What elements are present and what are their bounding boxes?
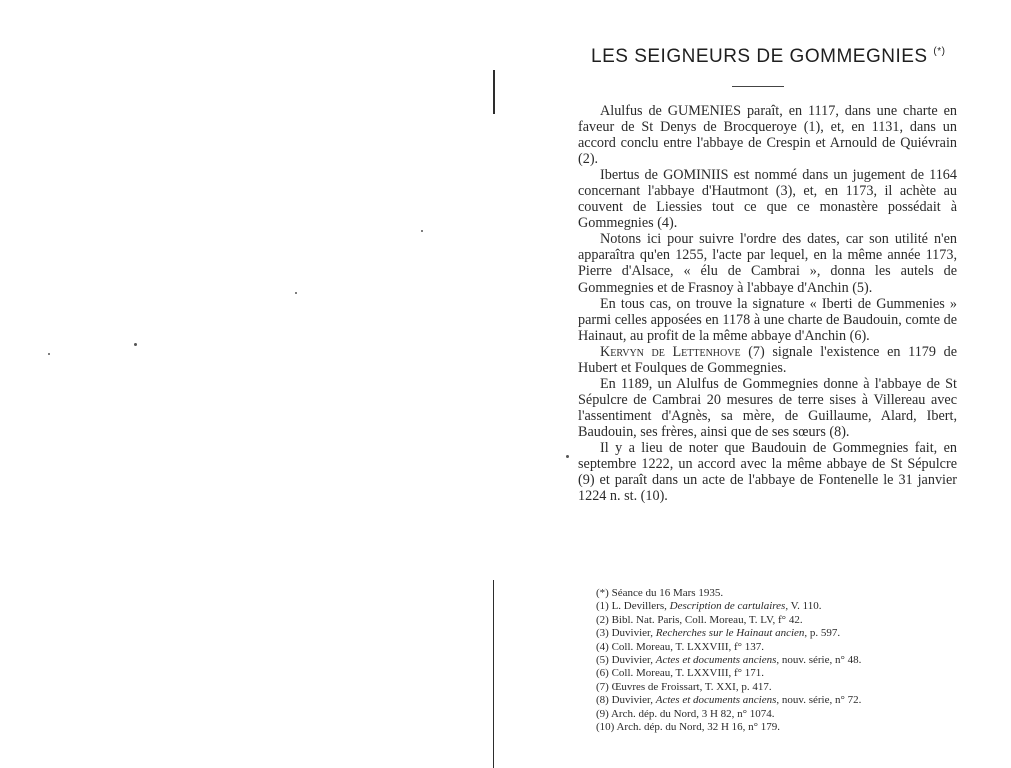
right-page [495, 0, 1011, 768]
paragraph [578, 103, 957, 167]
scan-speck [48, 353, 50, 355]
footnote [596, 600, 976, 613]
paragraph-text: Alulfus de GUMENIES paraît, en 1117, dans une charte en faveur de St Denys de Brocqueroye (1), et, en 1131, dans un accord conclu entre l'abbaye de Crespin et Arnould de Quiévrain (2). [578, 103, 957, 168]
footnote-text: (8) Duvivier, [596, 694, 656, 707]
footnote-title: Actes et documents anciens [655, 654, 777, 667]
footnote [596, 667, 976, 680]
footnote [596, 587, 976, 600]
author-name: Kervyn de Lettenhove [600, 343, 741, 360]
footnote-text: (4) Coll. Moreau, T. LXXVIII, f° 137. [596, 640, 765, 653]
footnote-text: , V. 110. [785, 600, 822, 613]
title-rule [732, 86, 784, 87]
footnote-text: (2) Bibl. Nat. Paris, Coll. Moreau, T. LV, f° 42. [596, 613, 803, 626]
footnote-text: , nouv. série, n° 48. [776, 654, 862, 667]
footnote [596, 641, 976, 654]
paragraph-text: (7) signale l'existence en 1179 de Hubert et Foulques de Gommegnies. [578, 343, 957, 376]
scan-speck [134, 343, 137, 346]
footnote [596, 721, 976, 734]
paragraph [578, 231, 957, 295]
footnote-title: Recherches sur le Hainaut ancien [655, 627, 805, 640]
paragraph-text: Il y a lieu de noter que Baudouin de Gommegnies fait, en septembre 1222, un accord avec la même abbaye de St Sépulcre (9) et paraît dans un acte de l'abbaye de Fontenelle le 31 janvier 1224 n. st. (10). [578, 439, 957, 505]
footnote-title: Actes et documents anciens [655, 694, 777, 707]
paragraph-text: En 1189, un Alulfus de Gommegnies donne à l'abbaye de St Sépulcre de Cambrai 20 mesures de terre sises à Villereau avec l'assentiment d'Agnès, sa mère, de Guillaume, Alard, Ibert, Baudouin, ses frères, ainsi que de ses sœurs (8). [578, 375, 957, 440]
page-fold-mark [493, 580, 494, 768]
footnote [596, 654, 976, 667]
footnote-text: (6) Coll. Moreau, T. LXXVIII, f° 171. [596, 667, 765, 680]
footnote [596, 694, 976, 707]
paragraph-text: En tous cas, on trouve la signature « Iberti de Gummenies » parmi celles apposées en 1178 à une charte de Baudouin, comte de Hainaut, au profit de la même abbaye d'Anchin (6). [578, 295, 957, 344]
body-text [578, 103, 957, 504]
paragraph [578, 376, 957, 440]
scan-speck [295, 292, 297, 294]
footnote-text: (7) Œuvres de Froissart, T. XXI, p. 417. [596, 680, 772, 693]
footnote-text: (9) Arch. dép. du Nord, 3 H 82, n° 1074. [596, 707, 775, 720]
footnote [596, 627, 976, 640]
footnote-text: , nouv. série, n° 72. [776, 694, 862, 707]
footnote-text: (5) Duvivier, [596, 654, 656, 667]
footnote [596, 708, 976, 721]
title-footnote-mark: (*) [933, 46, 946, 57]
paragraph-text: Ibertus de GOMINIIS est nommé dans un jugement de 1164 concernant l'abbaye d'Hautmont (3), et, en 1173, il achète au couvent de Liessies tout ce que ce monastère possédait à Gommegnies (4). [578, 167, 957, 232]
page-title-text: LES SEIGNEURS DE GOMMEGNIES [591, 46, 928, 67]
footnote-text: (*) Séance du 16 Mars 1935. [596, 587, 724, 599]
footnote-text: , p. 597. [804, 627, 841, 640]
scan-speck [421, 230, 423, 232]
footnote-text: (1) L. Devillers, [596, 600, 670, 613]
paragraph [578, 440, 957, 504]
footnote [596, 681, 976, 694]
footnote-text: (10) Arch. dép. du Nord, 32 H 16, n° 179. [596, 721, 781, 734]
paragraph [578, 167, 957, 231]
footnote [596, 614, 976, 627]
footnote-title: Description de cartulaires [669, 600, 786, 613]
paragraph [578, 344, 957, 376]
footnote-text: (3) Duvivier, [596, 627, 656, 640]
paragraph [578, 296, 957, 344]
page-title [591, 46, 971, 68]
footnotes [596, 587, 976, 734]
paragraph-text: Notons ici pour suivre l'ordre des dates, car son utilité n'en apparaîtra qu'en 1255, l'acte par lequel, en la même année 1173, Pierre d'Alsace, « élu de Cambrai », donna les autels de Gommegnies et de Frasnoy à l'abbaye d'Anchin (5). [578, 231, 957, 296]
left-page [0, 0, 495, 768]
